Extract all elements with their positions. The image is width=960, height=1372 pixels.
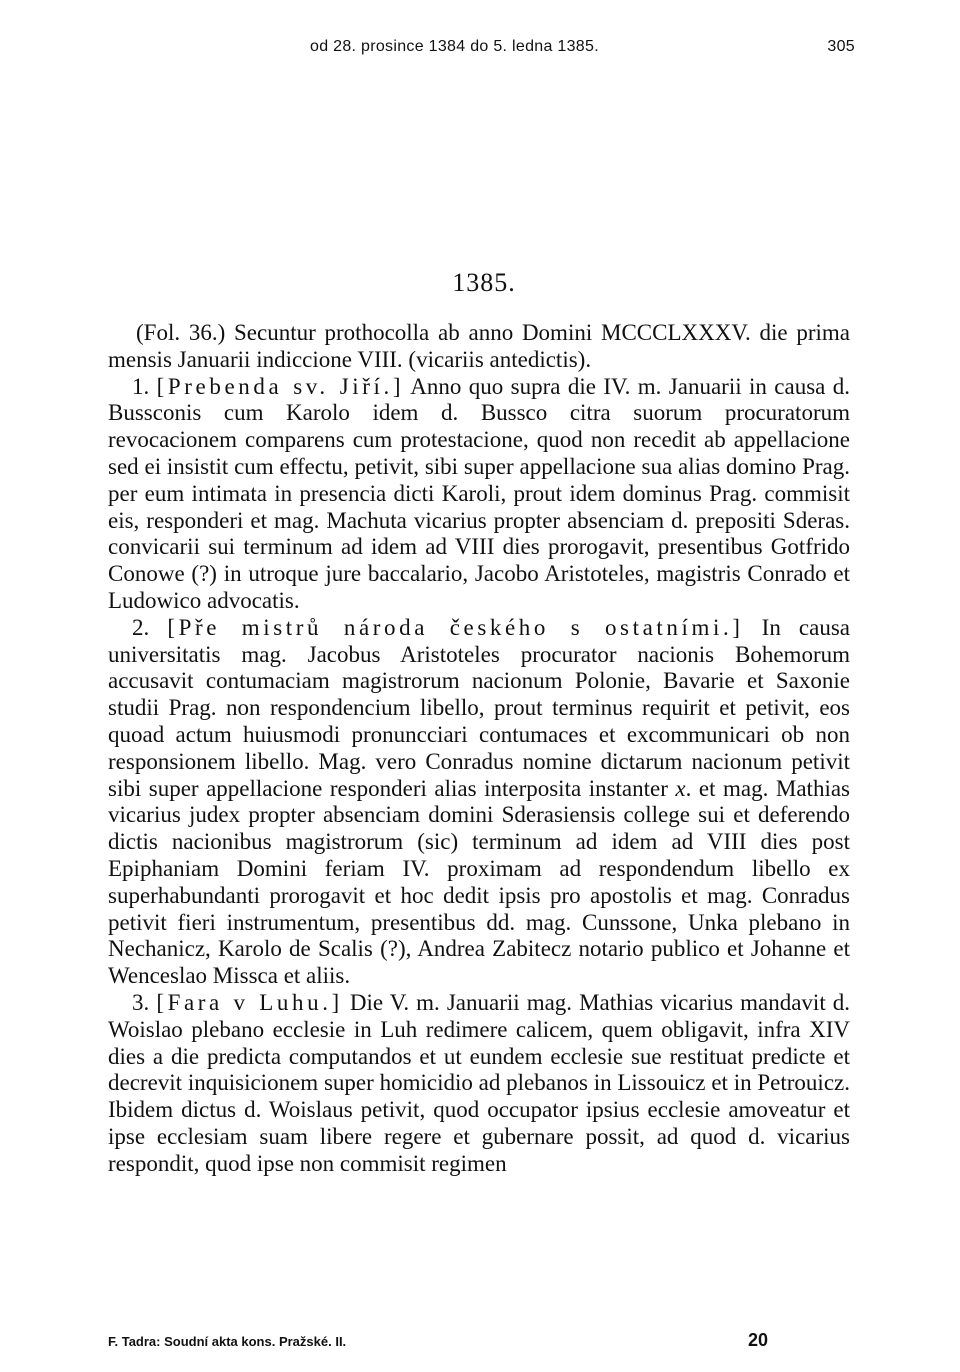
entry-text: Anno quo supra die IV. m. Januarii in causa d. Bussconis cum Karolo idem d. Bussco citra suorum procuratorum revocacionem comparens cum protestacione, quod non recedit ab appellacione sed ei insistit cum effectu, petivit, sibi super appellacione sua alias domino Prag. per eum intimata in presencia dicti Karoli, prout idem dominus Prag. commisit eis, responderi et mag. Machuta vicarius propter absenciam d. prepositi Sderas. convicarii sui terminum ad idem ad VIII dies prorogavit, presentibus Gotfrido Conowe (?) in utroque jure baccalario, Jacobo Aristoteles, magistris Conrado et Ludowico advocatis. <box>108 373 850 613</box>
source-citation: F. Tadra: Soudní akta kons. Pražské. II. <box>108 1334 347 1349</box>
entry-paragraph-1 <box>108 374 850 615</box>
intro-text: (Fol. 36.) Secuntur prothocolla ab anno Domini MCCCLXXXV. die prima mensis Januarii indiccione VIII. (vicariis antedictis). <box>108 320 850 372</box>
page-number: 305 <box>827 38 855 55</box>
entry-rubric: [Fara v Luhu.] <box>156 989 343 1015</box>
signature-mark: 20 <box>748 1330 769 1350</box>
entry-number: 1. <box>132 373 157 399</box>
entry-italic-mark: x <box>675 775 686 801</box>
entry-number: 3. <box>132 989 157 1015</box>
running-header <box>110 38 855 60</box>
entry-text: Die V. m. Januarii mag. Mathias vicarius mandavit d. Woislao plebano ecclesie in Luh redimere calicem, quem obligavit, infra XIV dies a die predicta computandos et ut eundem ecclesie sue restituat predicte et decrevit inquisicionem super homicidio ad plebanos in Lissouicz et in Petrouicz. Ibidem dictus d. Woislaus petivit, quod occupator ipsius ecclesie amoveatur et ipse ecclesiam suam libere regere et gubernare possit, ad quod d. vicarius respondit, quod ipse non commisit regimen <box>108 989 851 1176</box>
entry-text: In causa universitatis mag. Jacobus Aristoteles procurator nacionis Bohemorum accusavit contumaciam magistrorum nacionum Polonie, Bavarie et Saxonie studii Prag. non respondencium libello, prout terminus requirit et petivit, eos quoad actum huiusmodi pronuncciari contumaces et excommunicari ob non responsionem libello. Mag. vero Conradus nomine dictarum nacionum petivit sibi super appellacione responderi alias interposita instanter <box>108 614 850 801</box>
entry-paragraph-2 <box>108 615 850 990</box>
entry-text-continued: . et mag. Mathias vicarius judex propter absenciam domini Sderasiensis college sui et deferendo dictis nacionibus magistrorum (sic) terminum ad idem ad VIII dies post Epiphaniam Domini feriam IV. proximam ad respondendum libello ex superhabundanti prorogavit et hoc dedit ipsis pro apostolis et mag. Conradus petivit fieri instrumentum, presentibus dd. mag. Cunssone, Unka plebano in Nechanicz, Karolo de Scalis (?), Andrea Zabitecz notario publico et Johanne et Wenceslao Missca et aliis. <box>108 775 850 989</box>
document-body <box>108 320 850 1178</box>
running-title: od 28. prosince 1384 do 5. ledna 1385. <box>310 38 599 55</box>
entry-paragraph-3 <box>108 990 850 1178</box>
prothocolla-intro-paragraph <box>108 320 850 374</box>
year-heading: 1385. <box>452 268 516 297</box>
page-footer <box>108 1330 850 1352</box>
entry-rubric: [Prebenda sv. Jiří.] <box>156 373 405 399</box>
entry-rubric: [Pře mistrů národa českého s ostatními.] <box>167 614 744 640</box>
entry-number: 2. <box>132 614 168 640</box>
